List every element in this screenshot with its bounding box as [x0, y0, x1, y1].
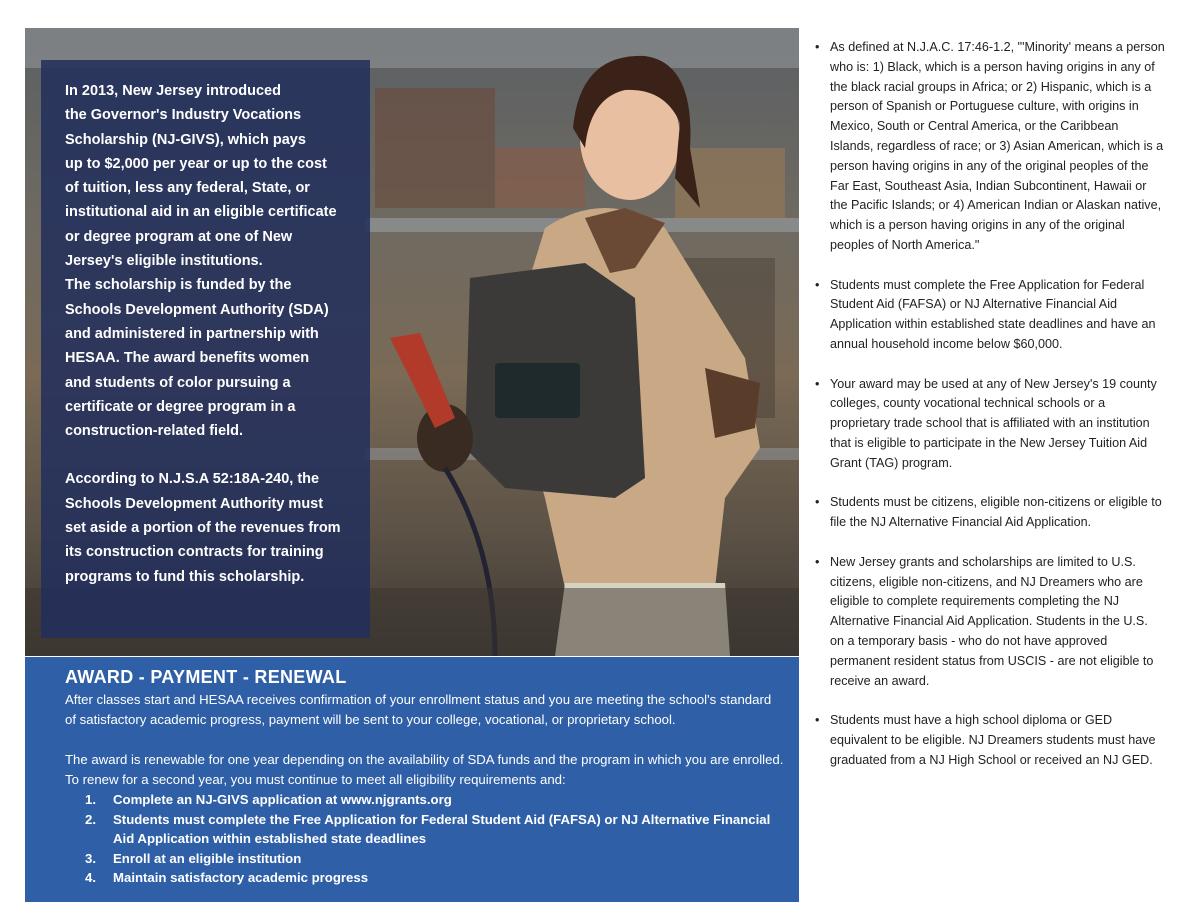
- intro-line: institutional aid in an eligible certificate: [65, 204, 337, 221]
- renewal-step: [85, 810, 775, 849]
- award-title: AWARD - PAYMENT - RENEWAL: [65, 667, 347, 687]
- eligibility-text: Students must complete the Free Application for Federal Student Aid (FAFSA) or NJ Alternative Financial Aid Application within established state deadlines and have an annual household income below $60,000.: [830, 277, 1156, 351]
- bullet-icon: •: [815, 713, 820, 728]
- award-payment-renewal-panel: [25, 657, 799, 902]
- intro-line: construction-related field.: [65, 423, 244, 440]
- intro-line: its construction contracts for training: [65, 544, 324, 561]
- intro-line: Schools Development Authority must: [65, 495, 324, 512]
- intro-line: the Governor's Industry Vocations: [65, 107, 302, 124]
- intro-line: programs to fund this scholarship.: [65, 568, 305, 585]
- intro-line: and students of color pursuing a: [65, 374, 291, 391]
- step-text: Complete an NJ-GIVS application at www.njgrants.org: [113, 792, 452, 807]
- renewal-steps-list: [85, 790, 775, 888]
- eligibility-item: [815, 711, 1165, 770]
- eligibility-list: [815, 38, 1165, 770]
- renewal-step: [85, 790, 775, 810]
- intro-line: According to N.J.S.A 52:18A-240, the: [65, 471, 320, 488]
- eligibility-text: Students must be citizens, eligible non-citizens or eligible to file the NJ Alternative Financial Aid Application.: [830, 495, 1162, 530]
- intro-line: set aside a portion of the revenues from: [65, 520, 341, 537]
- intro-line: Jersey's eligible institutions.: [65, 253, 263, 270]
- intro-line: up to $2,000 per year or up to the cost: [65, 155, 327, 172]
- intro-line: and administered in partnership with: [65, 325, 319, 342]
- step-text: Enroll at an eligible institution: [113, 850, 302, 866]
- intro-line: Schools Development Authority (SDA): [65, 301, 329, 318]
- step-text: Students must complete the Free Application for Federal Student Aid (FAFSA) or NJ Alternative Financial Aid Application within established state deadlines: [113, 811, 771, 846]
- intro-text: [65, 79, 365, 589]
- award-paragraph-1: After classes start and HESAA receives confirmation of your enrollment status and you are meeting the school's standard of satisfactory academic progress, payment will be sent to your college, vocational, or proprietary school.: [65, 692, 772, 727]
- award-paragraph-2: The award is renewable for one year depending on the availability of SDA funds and the program in which you are enrolled. To renew for a second year, you must continue to meet all eligibility requirements and:: [65, 752, 784, 787]
- renewal-step: [85, 849, 775, 869]
- step-text: Maintain satisfactory academic progress: [113, 870, 369, 885]
- bullet-icon: •: [815, 376, 820, 391]
- intro-line: In 2013, New Jersey introduced: [65, 83, 281, 99]
- intro-paragraph-1: [65, 79, 365, 443]
- intro-line: The scholarship is funded by the: [65, 277, 292, 294]
- intro-line: Scholarship (NJ-GIVS), which pays: [65, 131, 306, 148]
- step-number: 1.: [85, 792, 96, 807]
- intro-paragraph-2: [65, 467, 365, 588]
- bullet-icon: •: [815, 277, 820, 292]
- intro-line: HESAA. The award benefits women: [65, 350, 310, 367]
- eligibility-text: As defined at N.J.A.C. 17:46-1.2, "'Minority' means a person who is: 1) Black, which is a person having origins in any of the black racial groups in Africa; or 2) Hispanic, which is a person of Spanish or Portuguese culture, with origins in Mexico, South or Central America, or the Caribbean Islands, regardless of race; or 3) Asian American, which is a person having origins in any of the original peoples of the Far East, Southeast Asia, Indian Subcontinent, Hawaii or the Pacific Islands; or 4) American Indian or Alaskan native, which is a person having origins in any of the original peoples of North America.": [830, 40, 1165, 252]
- bullet-icon: •: [815, 40, 820, 54]
- intro-line: of tuition, less any federal, State, or: [65, 180, 310, 197]
- eligibility-item: [815, 375, 1165, 474]
- renewal-step: [85, 868, 775, 888]
- intro-line: certificate or degree program in a: [65, 398, 296, 415]
- bullet-icon: •: [815, 495, 820, 510]
- eligibility-column: [815, 38, 1165, 790]
- step-number: 4.: [85, 870, 96, 885]
- eligibility-text: New Jersey grants and scholarships are limited to U.S. citizens, eligible non-citizens, and NJ Dreamers who are eligible to complete requirements completing the NJ Alternative Financial Aid Application. Students in the U.S. on a temporary basis - who do not have approved permanent resident status from USCIS - are not eligible to receive an award.: [830, 554, 1154, 688]
- step-number: 2.: [85, 811, 96, 827]
- eligibility-item: [815, 276, 1165, 355]
- step-number: 3.: [85, 850, 96, 866]
- eligibility-text: Your award may be used at any of New Jersey's 19 county colleges, county vocational technical schools or a proprietary trade school that is affiliated with an institution that is eligible to participate in the New Jersey Tuition Aid Grant (TAG) program.: [830, 376, 1157, 470]
- intro-line: or degree program at one of New: [65, 228, 293, 245]
- bullet-icon: •: [815, 554, 820, 569]
- eligibility-item: [815, 493, 1165, 533]
- eligibility-text: Students must have a high school diploma or GED equivalent to be eligible. NJ Dreamers students must have graduated from a NJ High School or received an NJ GED.: [830, 713, 1156, 767]
- eligibility-item: [815, 38, 1165, 256]
- eligibility-item: [815, 553, 1165, 692]
